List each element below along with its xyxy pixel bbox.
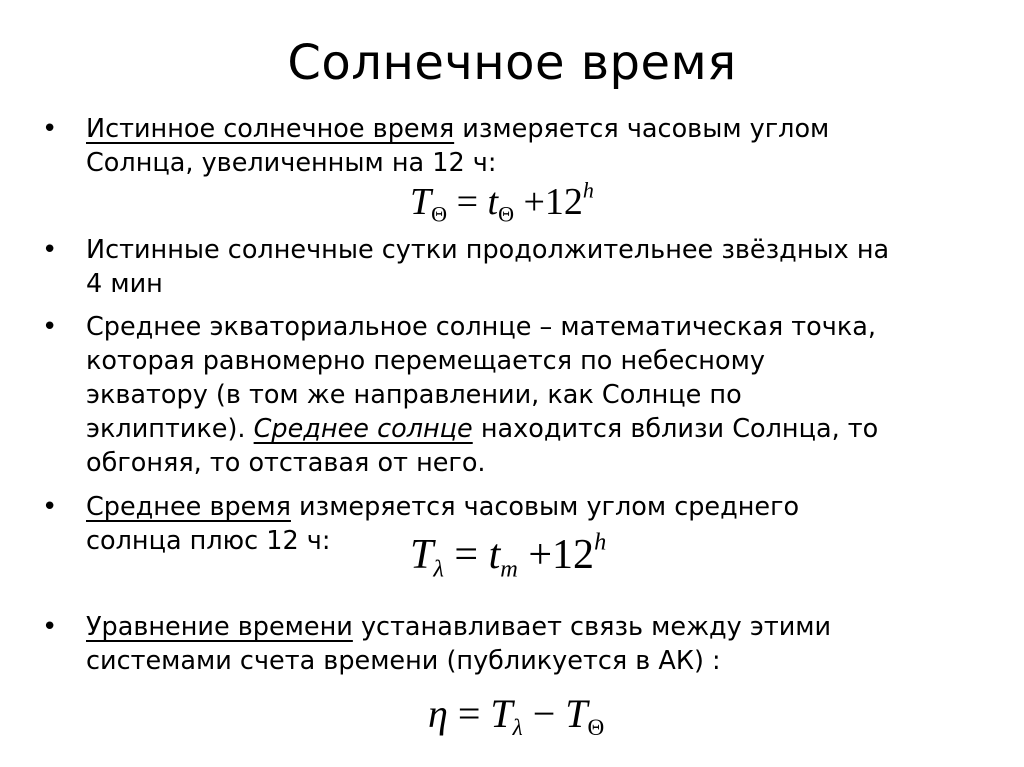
text-span: измеряется часовым углом — [454, 114, 830, 144]
formula-subscript: Θ — [498, 201, 514, 227]
text-line: системами счета времени (публикуется в АК) : — [86, 646, 721, 676]
formula-operator: = — [447, 181, 488, 223]
formula-operator: − — [522, 691, 566, 736]
bullet-dot: • — [42, 235, 58, 265]
formula-operator: = — [447, 691, 491, 736]
text-line: Истинные солнечные сутки продолжительнее звёздных на — [86, 235, 890, 265]
formula-true-solar-time — [410, 177, 594, 227]
text-line — [86, 610, 996, 644]
slide-title: Солнечное время — [287, 35, 737, 91]
formula-equation-of-time — [428, 690, 605, 742]
formula-subscript: λ — [433, 555, 444, 583]
text-span: устанавливает связь между этими — [352, 612, 832, 642]
bullet-dot: • — [42, 312, 58, 342]
bullet-dot: • — [42, 114, 58, 144]
formula-superscript: h — [594, 528, 607, 556]
text-line: солнца плюс 12 ч: — [86, 526, 331, 556]
text-line: обгоняя, то отставая от него. — [86, 448, 486, 478]
text-line: Солнца, увеличенным на 12 ч: — [86, 148, 497, 178]
formula-symbol: T — [410, 532, 434, 578]
formula-symbol: T — [490, 691, 513, 736]
formula-subscript: Θ — [431, 201, 448, 227]
bullet-item-solar-day — [42, 233, 996, 301]
formula-symbol: η — [428, 691, 448, 736]
text-span: эклиптике). — [86, 414, 254, 444]
formula-subscript: λ — [512, 715, 523, 742]
bullet-item-mean-equatorial-sun — [42, 310, 996, 480]
bullet-item-true-solar-time — [42, 112, 996, 180]
text-span: находится вблизи Солнца, то — [472, 414, 879, 444]
formula-superscript: h — [582, 177, 594, 203]
bullet-item-equation-of-time — [42, 610, 996, 678]
formula-symbol: T — [565, 691, 588, 736]
term-underlined: Уравнение времени — [86, 612, 353, 642]
term-underlined-italic: Среднее солнце — [253, 414, 473, 444]
formula-symbol: T — [410, 181, 432, 223]
text-span: измеряется часовым углом среднего — [290, 492, 800, 522]
text-line: 4 мин — [86, 269, 163, 299]
text-line: Среднее экваториальное солнце – математическая точка, — [86, 312, 876, 342]
formula-operator: +12 — [513, 181, 583, 223]
text-line — [86, 112, 996, 146]
formula-operator: = — [443, 532, 489, 578]
formula-symbol: t — [487, 181, 499, 223]
term-underlined: Среднее время — [86, 492, 291, 522]
term-underlined: Истинное солнечное время — [86, 114, 455, 144]
text-line: экватору (в том же направлении, как Солнце по — [86, 380, 742, 410]
formula-operator: +12 — [517, 532, 595, 578]
bullet-dot: • — [42, 612, 58, 642]
formula-subscript: m — [500, 555, 518, 583]
text-line — [86, 490, 996, 524]
formula-symbol: t — [488, 532, 501, 578]
formula-mean-time — [410, 528, 607, 583]
text-line — [86, 412, 996, 446]
bullet-dot: • — [42, 492, 58, 522]
formula-subscript: Θ — [587, 715, 605, 742]
text-line: которая равномерно перемещается по небесному — [86, 346, 765, 376]
